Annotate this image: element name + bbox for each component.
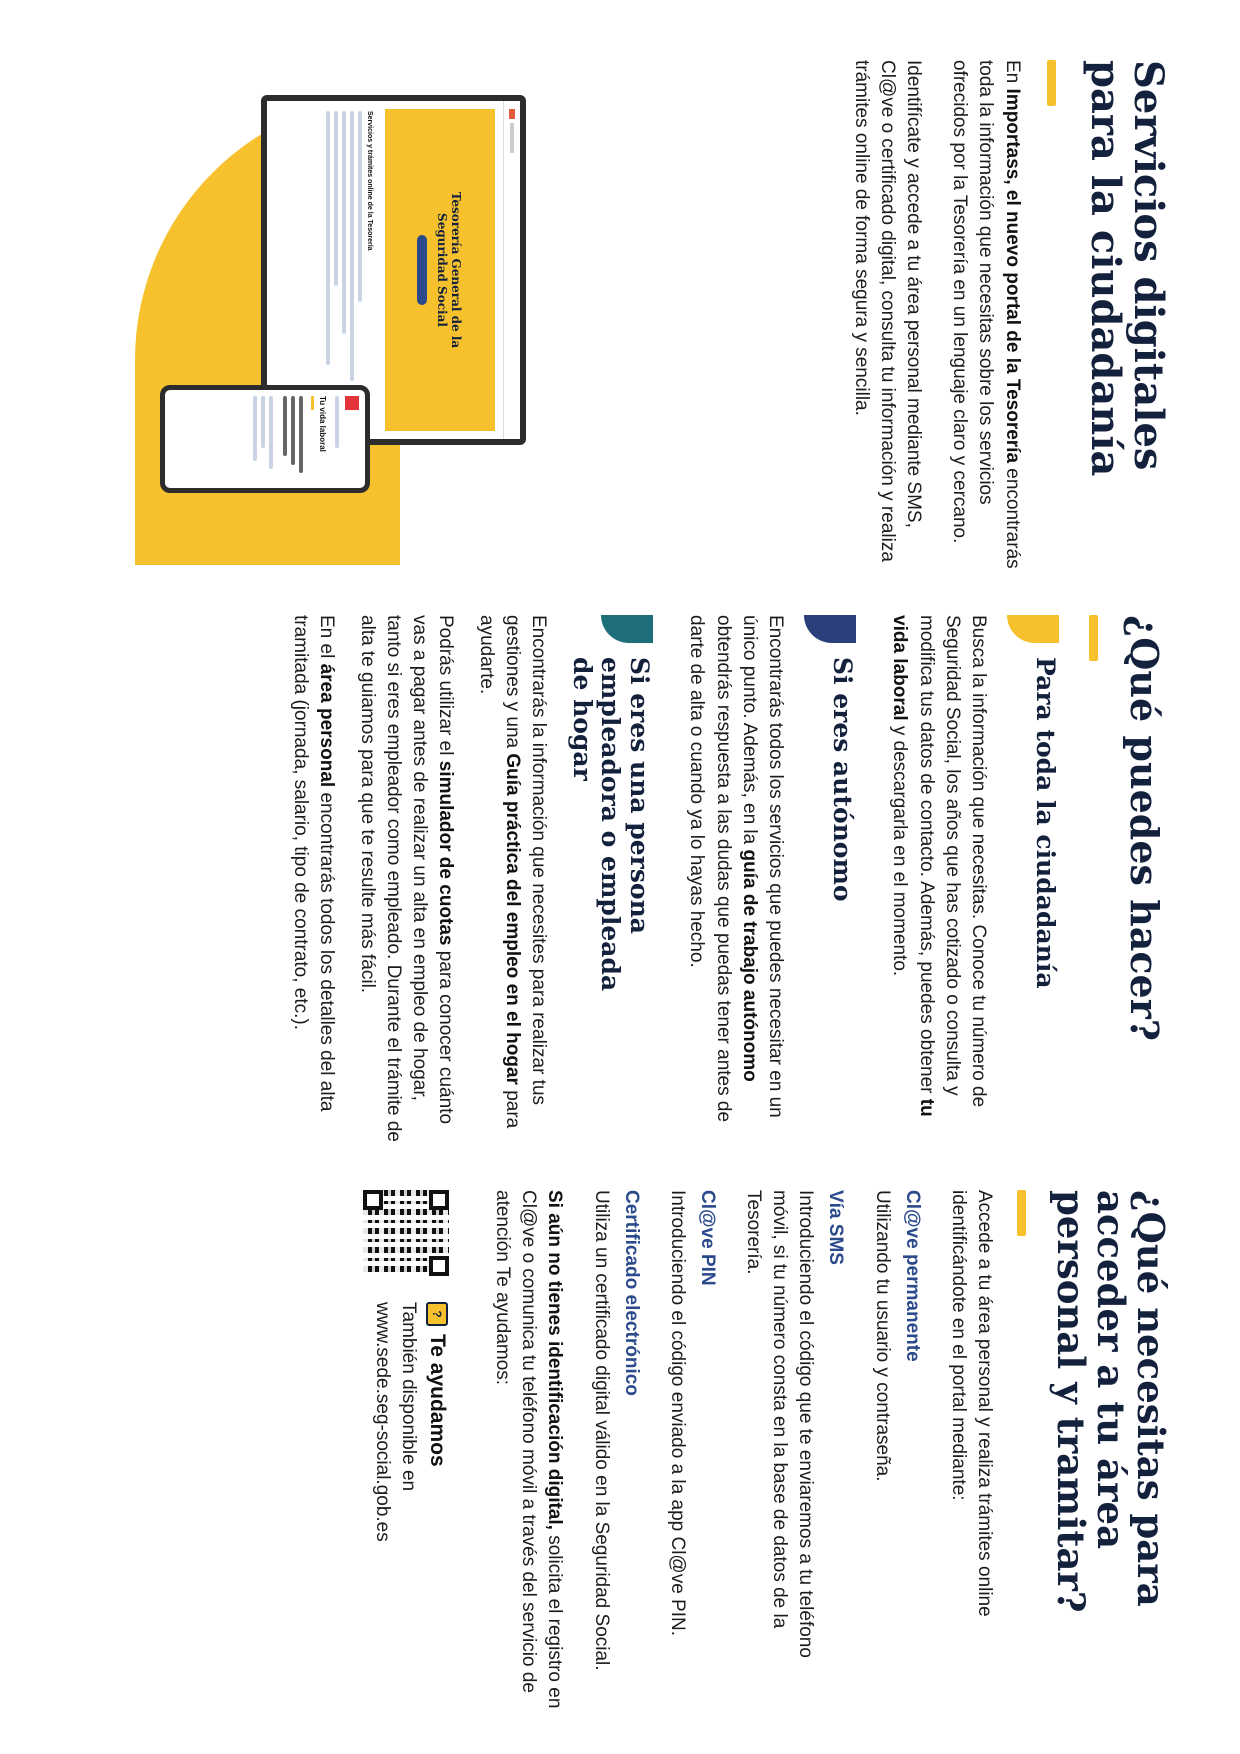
- method-clave-pin-title: Cl@ve PIN: [696, 1190, 718, 1286]
- method-sms-text: Introduciendo el código que te enviaremos a tu teléfono móvil, si tu número consta en la base de datos de la Tesorería.: [743, 1190, 817, 1658]
- qr-code[interactable]: [363, 1190, 449, 1276]
- panel2-title: ¿Qué puedes hacer?: [1122, 615, 1167, 1041]
- mock-banner-title: Tesorería General de la Seguridad Social: [435, 191, 463, 349]
- mock-section-title: Servicios y trámites online de la Tesorería: [366, 111, 373, 251]
- method-clave-permanente-title: Cl@ve permanente: [901, 1190, 923, 1362]
- mock-phone-title: Tu vida laboral: [318, 396, 327, 452]
- panel1-title: Servicios digitales para la ciudadanía: [1081, 60, 1172, 477]
- section-ciudadania-text: Busca la información que necesitas. Conoce tu número de Seguridad Social, los años que has cotizado o consulta y modifica tus datos de contacto. Además, puedes obtener tu vida laboral y descargarla en el momento.: [889, 615, 989, 1117]
- no-id-note: Si aún no tienes identificación digital, solicita el registro en Cl@ve o comunica tu teléfono móvil a través del servicio de atención Te ayudamos:: [491, 1190, 566, 1709]
- section-hogar-text-2: Podrás utilizar el simulador de cuotas para conocer cuánto vas a pagar antes de realizar un alta en empleo de hogar, tanto si eres empleador como empleado. Durante el trámite de alta te guiamos para que te resulte más fácil.: [356, 615, 457, 1142]
- panel3-intro: Accede a tu área personal y realiza trámites online identificándote en el portal mediante:: [947, 1190, 996, 1617]
- panel1-paragraph-1: En Importass, el nuevo portal de la Tesorería encontrarás toda la información que necesitas sobre los servicios ofrecidos por la Tesorería en un lenguaje claro y cercano.: [949, 60, 1023, 569]
- method-certificado-text: Utiliza un certificado digital válido en la Seguridad Social.: [590, 1190, 612, 1671]
- method-certificado-title: Certificado electrónico: [620, 1190, 642, 1396]
- method-clave-pin-text: Introduciendo el código enviado a la app Cl@ve PIN.: [666, 1190, 688, 1637]
- method-clave-permanente-text: Utilizando tu usuario y contraseña.: [871, 1190, 893, 1482]
- accent-bar: [1047, 60, 1056, 106]
- panel-acceso-area-personal: [0, 1190, 1240, 1710]
- phone-mockup: [160, 385, 370, 493]
- section-hogar-text-3: En el área personal encontrarás todos los detalles del alta tramitada (jornada, salario, tipo de contrato, etc.).: [290, 615, 338, 1112]
- panel1-paragraph-2: Identifícate y accede a tu área personal mediante SMS, Cl@ve o certificado digital, consulta tu información y realiza trámites online de forma segura y sencilla.: [850, 60, 924, 562]
- section-ciudadania: Para toda la ciudadanía: [1007, 615, 1059, 1145]
- section-hogar: Si eres una persona empleadora o empleada de hogar: [567, 615, 653, 1145]
- mock-button: [417, 235, 427, 305]
- panel3-title: ¿Qué necesitas para acceder a tu área personal y tramitar?: [1049, 1190, 1173, 1613]
- help-title: Te ayudamos: [425, 1334, 449, 1467]
- accent-bar: [1089, 615, 1098, 661]
- panel-que-puedes-hacer: [0, 615, 1240, 1145]
- section-autonomo: Si eres autónomo: [804, 615, 856, 1145]
- accent-bar: [1017, 1190, 1026, 1236]
- help-chat-icon: ?: [426, 1302, 448, 1326]
- help-block: [363, 1190, 449, 1710]
- method-sms-title: Vía SMS: [825, 1190, 847, 1265]
- help-line: También disponible en: [397, 1302, 419, 1492]
- help-url[interactable]: www.sede.seg-social.gob.es: [372, 1302, 394, 1542]
- section-autonomo-text: Encontrarás todos los servicios que puedes necesitar en un único punto. Además, en la guía de trabajo autónomo obtendrás respuesta a las dudas que puedas tener antes de darte de alta o cuando ya lo hayas hecho.: [686, 615, 787, 1123]
- section-hogar-text-1: Encontrarás la información que necesites para realizar tus gestiones y una Guía práctica del empleo en el hogar para ayudarte.: [475, 615, 549, 1129]
